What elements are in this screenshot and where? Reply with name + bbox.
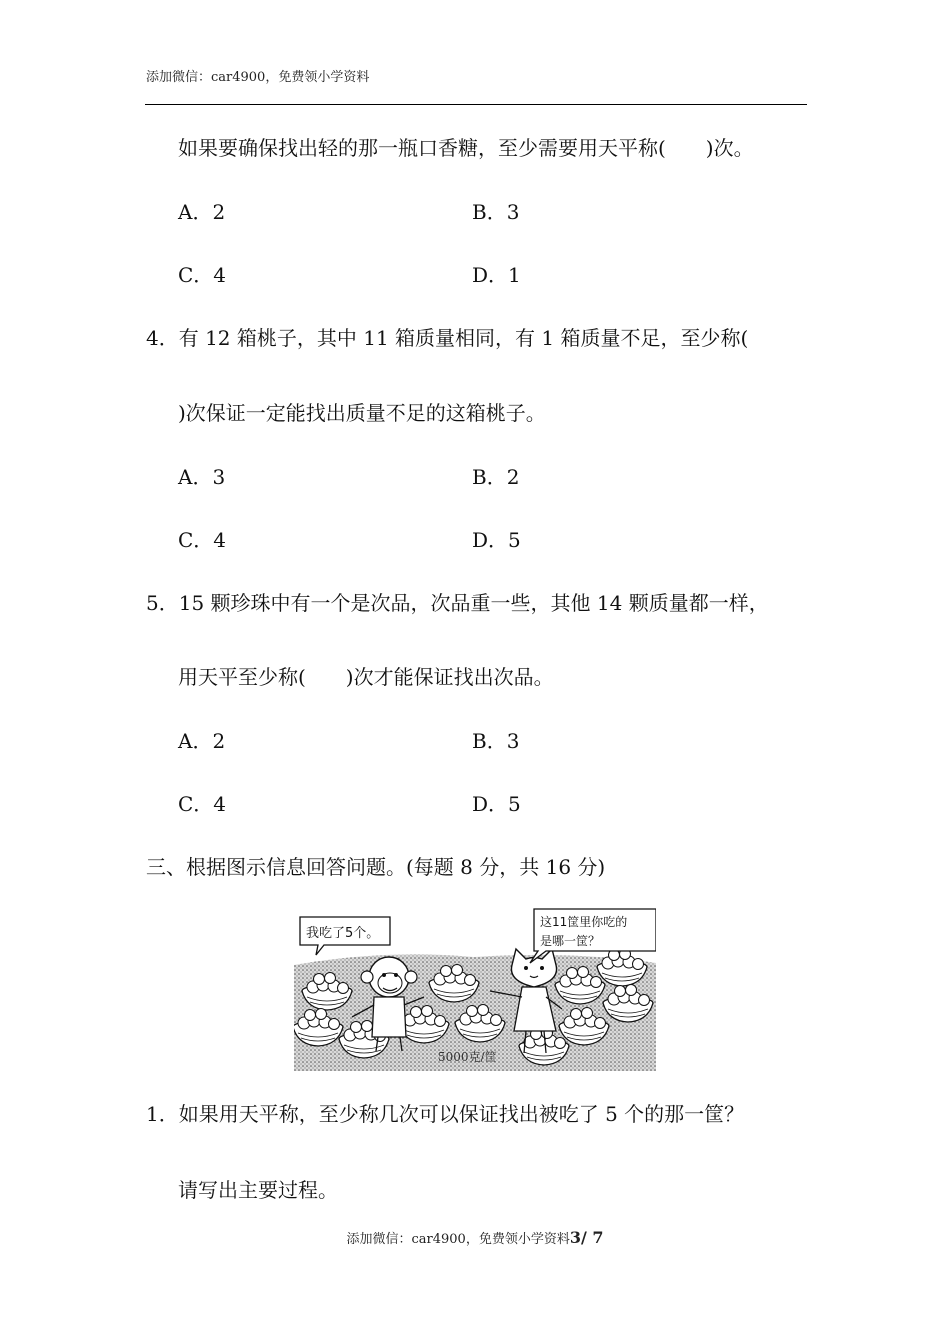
q4-option-c: C．4 xyxy=(178,528,227,552)
header-divider xyxy=(145,104,807,105)
baskets-illustration xyxy=(294,905,656,1071)
q4-option-d: D．5 xyxy=(472,528,521,552)
bubble-right-text-line2: 是哪一筐？ xyxy=(540,934,601,948)
weight-caption: 5000克/筐 xyxy=(438,1050,497,1064)
q5-option-d: D．5 xyxy=(472,792,521,816)
bubble-right-text-line1: 这11筐里你吃的 xyxy=(540,915,628,929)
q5-option-b: B．3 xyxy=(472,729,520,753)
q3-option-b: B．3 xyxy=(472,200,520,224)
q3-option-a: A．2 xyxy=(178,200,226,224)
q4-option-b: B．2 xyxy=(472,465,520,489)
footer-text: 添加微信：car4900，免费领小学资料 xyxy=(346,1232,570,1247)
question-3-stem: 如果要确保找出轻的那一瓶口香糖，至少需要用天平称( )次。 xyxy=(178,136,754,160)
bubble-left-text: 我吃了5个。 xyxy=(306,926,380,941)
page-footer xyxy=(0,1228,950,1247)
q3-option-d: D．1 xyxy=(472,263,521,287)
question-5-line2: 用天平至少称( )次才能保证找出次品。 xyxy=(178,665,554,689)
basket xyxy=(597,949,647,987)
q3-option-c: C．4 xyxy=(178,263,227,287)
q5-option-c: C．4 xyxy=(178,792,227,816)
q4-option-a: A．3 xyxy=(178,465,226,489)
question-4-line2: )次保证一定能找出质量不足的这箱桃子。 xyxy=(178,401,546,425)
problem-1-line1: 1．如果用天平称，至少称几次可以保证找出被吃了 5 个的那一筐？ xyxy=(146,1102,745,1126)
page-number: 3/ 7 xyxy=(569,1228,604,1247)
page-header: 添加微信：car4900，免费领小学资料 xyxy=(146,70,370,85)
q5-option-a: A．2 xyxy=(178,729,226,753)
question-4-line1: 4．有 12 箱桃子，其中 11 箱质量相同，有 1 箱质量不足，至少称( xyxy=(146,326,749,350)
question-5-line1: 5．15 颗珍珠中有一个是次品，次品重一些，其他 14 颗质量都一样， xyxy=(146,591,769,615)
section-3-title: 三、根据图示信息回答问题。(每题 8 分，共 16 分) xyxy=(146,855,606,879)
problem-1-line2: 请写出主要过程。 xyxy=(178,1178,338,1202)
